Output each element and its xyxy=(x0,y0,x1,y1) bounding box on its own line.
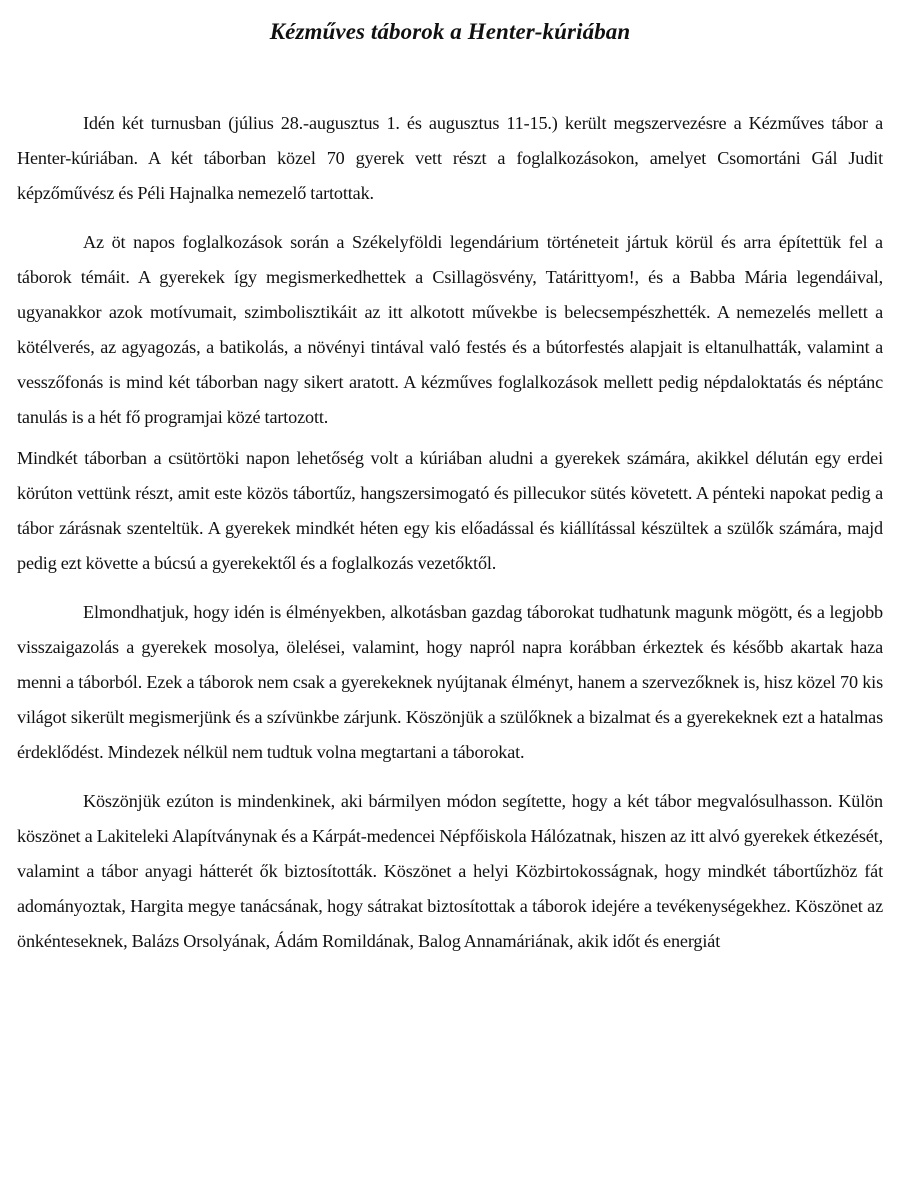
document-title: Kézműves táborok a Henter-kúriában xyxy=(269,19,631,44)
paragraph-camp-overview: Idén két turnusban (július 28.-augusztus 1. és augusztus 11-15.) került megszervezésre a Kézműves tábor a Henter-kúriában. A két táborban közel 70 gyerek vett részt a foglalkozásokon, amelyet Csomortáni Gál Judit képzőművész és Péli Hajnalka nemezelő tartottak. xyxy=(17,113,883,203)
paragraph-summary: Elmondhatjuk, hogy idén is élményekben, alkotásban gazdag táborokat tudhatunk magunk mögött, és a legjobb visszaigazolás a gyerekek mosolya, ölelései, valamint, hogy napról napra korábban érkeztek és később akartak haza menni a táborból. Ezek a táborok nem csak a gyerekeknek nyújtanak élményt, hanem a szervezőknek is, hisz közel 70 kis világot sikerült megismerjünk és a szívünkbe zárjunk. Köszönjük a szülőknek a bizalmat és a gyerekeknek ezt a hatalmas érdeklődést. Mindezek nélkül nem tudtuk volna megtartani a táborokat. xyxy=(17,602,883,762)
document-body xyxy=(17,106,883,959)
paragraph-activities: Az öt napos foglalkozások során a Székelyföldi legendárium történeteit jártuk körül és arra építettük fel a táborok témáit. A gyerekek így megismerkedhettek a Csillagösvény, Tatárittyom!, és a Babba Mária legendáival, ugyanakkor azok motívumait, szimbolisztikáit az itt alkotott művekbe is belecsempészhették. A nemezelés mellett a kötélverés, az agyagozás, a batikolás, a növényi tintával való festés és a bútorfestés alapjait is eltanulhatták, valamint a vesszőfonás is mind két táborban nagy sikert aratott. A kézműves foglalkozások mellett pedig népdaloktatás és néptánc tanulás is a hét fő programjai közé tartozott. xyxy=(17,232,883,427)
paragraph-thursday-friday: Mindkét táborban a csütörtöki napon lehetőség volt a kúriában aludni a gyerekek számára, akikkel délután egy erdei körúton vettünk részt, amit este közös tábortűz, hangszersimogató és pillecukor sütés követett. A pénteki napokat pedig a tábor zárásnak szenteltük. A gyerekek mindkét héten egy kis előadással és kiállítással készültek a szülők számára, majd pedig ezt követte a búcsú a gyerekektől és a foglalkozás vezetőktől. xyxy=(17,448,883,573)
paragraph-acknowledgements: Köszönjük ezúton is mindenkinek, aki bármilyen módon segítette, hogy a két tábor megvalósulhasson. Külön köszönet a Lakiteleki Alapítványnak és a Kárpát-medencei Népfőiskola Hálózatnak, hiszen az itt alvó gyerekek étkezését, valamint a tábor anyagi hátterét ők biztosították. Köszönet a helyi Közbirtokosságnak, hogy mindkét tábortűzhöz fát adományoztak, Hargita megye tanácsának, hogy sátrakat biztosítottak a táborok idejére a tevékenységekhez. Köszönet az önkénteseknek, Balázs Orsolyának, Ádám Romildának, Balog Annamáriának, akik időt és energiát xyxy=(17,791,883,951)
